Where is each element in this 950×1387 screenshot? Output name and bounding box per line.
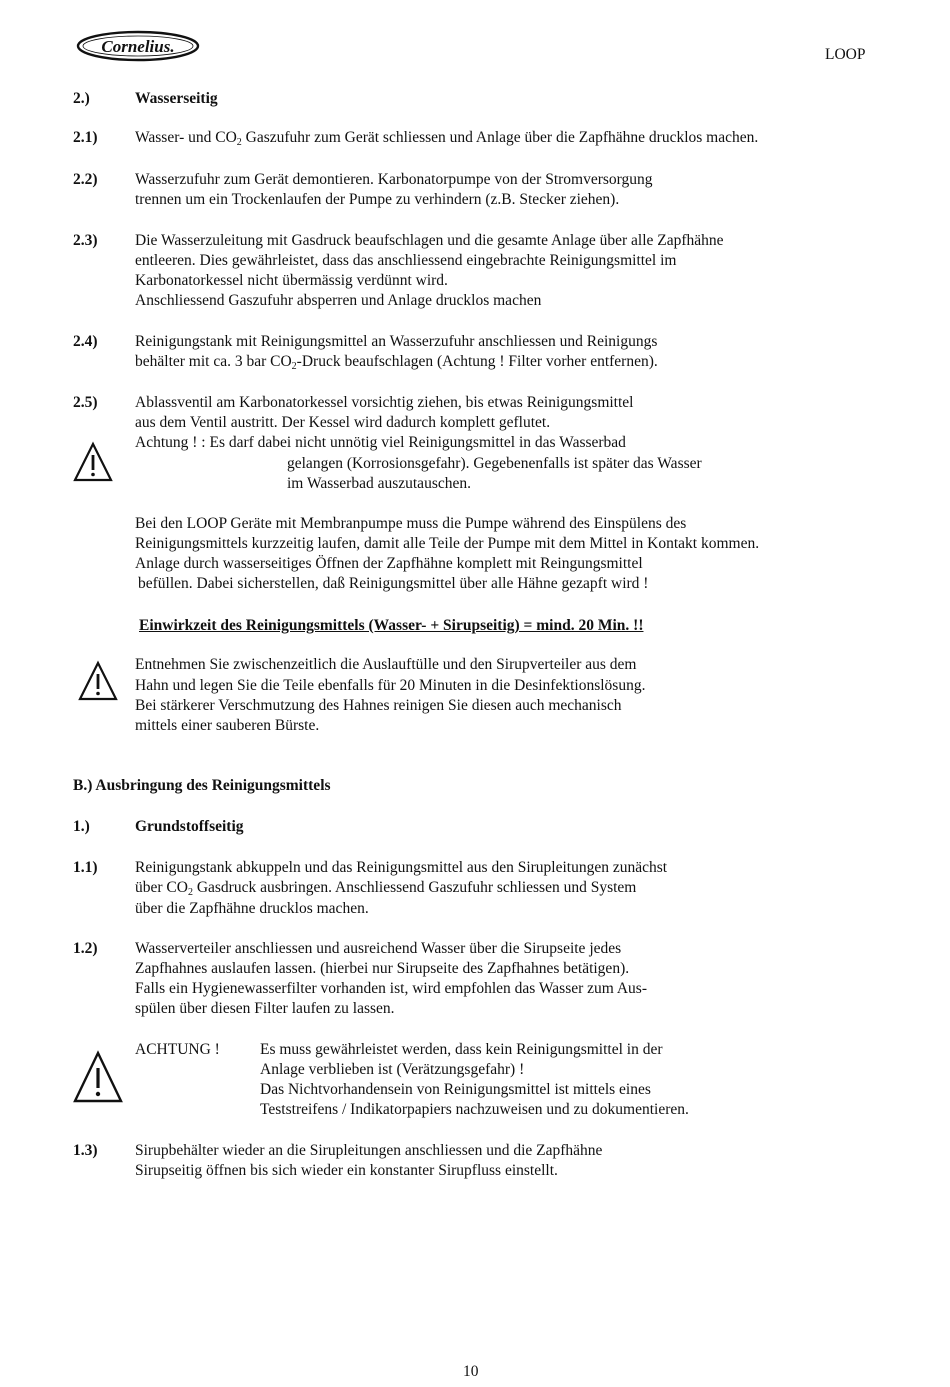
contact-time-notice: Einwirkzeit des Reinigungsmittels (Wasser- + Sirupseitig) = mind. 20 Min. !! bbox=[139, 617, 644, 634]
item-2-2-line-2: trennen um ein Trockenlaufen der Pumpe zu verhindern (z.B. Stecker ziehen). bbox=[135, 191, 620, 208]
section-1-number: 1.) bbox=[73, 818, 90, 835]
item-2-5-line-1: Ablassventil am Karbonatorkessel vorsichtig ziehen, bis etwas Reinigungsmittel bbox=[135, 394, 634, 411]
caution-line-1: Es muss gewährleistet werden, dass kein Reinigungsmittel in der bbox=[260, 1041, 663, 1058]
loop-paragraph-line-4: befüllen. Dabei sicherstellen, daß Reinigungsmittel über alle Hähne gezapft wird ! bbox=[138, 575, 649, 592]
item-2-3-line-2: entleeren. Dies gewährleistet, dass das anschliessend eingebrachte Reinigungsmittel im bbox=[135, 252, 677, 269]
item-1-2-line-3: Falls ein Hygienewasserfilter vorhanden ist, wird empfohlen das Wasser zum Aus- bbox=[135, 980, 647, 997]
item-2-4-number: 2.4) bbox=[73, 333, 98, 350]
item-1-1-line-3: über die Zapfhähne drucklos machen. bbox=[135, 900, 369, 917]
item-2-2-number: 2.2) bbox=[73, 171, 98, 188]
loop-paragraph-line-3: Anlage durch wasserseitiges Öffnen der Zapfhähne komplett mit Reingungsmittel bbox=[135, 555, 643, 572]
item-2-4-line-1: Reinigungstank mit Reinigungsmittel an Wasserzufuhr anschliessen und Reinigungs bbox=[135, 333, 658, 350]
item-1-3-line-2: Sirupseitig öffnen bis sich wieder ein konstanter Sirupfluss einstellt. bbox=[135, 1162, 558, 1179]
item-1-1-line-1: Reinigungstank abkuppeln und das Reinigungsmittel aus den Sirupleitungen zunächst bbox=[135, 859, 668, 876]
logo-wordmark: Cornelius. bbox=[101, 37, 175, 56]
item-1-3-number: 1.3) bbox=[73, 1142, 98, 1159]
loop-paragraph-line-1: Bei den LOOP Geräte mit Membranpumpe muss die Pumpe während des Einspülens des bbox=[135, 515, 687, 532]
spout-paragraph-line-3: Bei stärkerer Verschmutzung des Hahnes reinigen Sie diesen auch mechanisch bbox=[135, 697, 622, 714]
caution-line-2: Anlage verblieben ist (Verätzungsgefahr) ! bbox=[260, 1061, 525, 1078]
caution-line-3: Das Nichtvorhandensein von Reinigungsmittel ist mittels eines bbox=[260, 1081, 651, 1098]
doc-tag: LOOP bbox=[825, 46, 866, 63]
item-2-3-line-3: Karbonatorkessel nicht übermässig verdünnt wird. bbox=[135, 272, 448, 289]
item-2-3-number: 2.3) bbox=[73, 232, 98, 249]
warning-triangle-icon bbox=[72, 1050, 124, 1109]
loop-paragraph-line-2: Reinigungsmittels kurzzeitig laufen, damit alle Teile der Pumpe mit dem Mittel in Kontakt kommen. bbox=[135, 535, 760, 552]
item-1-2-line-1: Wasserverteiler anschliessen und ausreichend Wasser über die Sirupseite jedes bbox=[135, 940, 622, 957]
caution-line-4: Teststreifens / Indikatorpapiers nachzuweisen und zu dokumentieren. bbox=[260, 1101, 689, 1118]
item-1-3-line-1: Sirupbehälter wieder an die Sirupleitungen anschliessen und die Zapfhähne bbox=[135, 1142, 603, 1159]
item-2-3-line-1: Die Wasserzuleitung mit Gasdruck beaufschlagen und die gesamte Anlage über alle Zapfhähne bbox=[135, 232, 724, 249]
section-2-title: Wasserseitig bbox=[135, 90, 218, 107]
item-2-5-line-3: Achtung ! : Es darf dabei nicht unnötig viel Reinigungsmittel in das Wasserbad bbox=[135, 434, 626, 451]
caution-label: ACHTUNG ! bbox=[135, 1041, 220, 1058]
cornelius-logo bbox=[76, 28, 200, 64]
cornelius-logo-graphic bbox=[76, 28, 200, 64]
item-2-2-line-1: Wasserzufuhr zum Gerät demontieren. Karbonatorpumpe von der Stromversorgung bbox=[135, 171, 653, 188]
spout-paragraph-line-2: Hahn und legen Sie die Teile ebenfalls für 20 Minuten in die Desinfektionslösung. bbox=[135, 677, 646, 694]
item-2-5-line-5: im Wasserbad auszutauschen. bbox=[287, 475, 471, 492]
item-1-1-number: 1.1) bbox=[73, 859, 98, 876]
section-b-title: B.) Ausbringung des Reinigungsmittels bbox=[73, 777, 331, 794]
item-2-5-number: 2.5) bbox=[73, 394, 98, 411]
item-2-4-line-2: behälter mit ca. 3 bar $CO_2$-Druck beaufschlagen (Achtung ! Filter vorher entfernen). bbox=[135, 353, 658, 372]
warning-triangle-icon bbox=[72, 441, 114, 488]
section-2-number: 2.) bbox=[73, 90, 90, 107]
page-number: 10 bbox=[463, 1363, 479, 1380]
spout-paragraph-line-1: Entnehmen Sie zwischenzeitlich die Auslauftülle und den Sirupverteiler aus dem bbox=[135, 656, 637, 673]
section-1-title: Grundstoffseitig bbox=[135, 818, 244, 835]
item-2-3-line-4: Anschliessend Gaszufuhr absperren und Anlage drucklos machen bbox=[135, 292, 542, 309]
item-2-5-line-4: gelangen (Korrosionsgefahr). Gegebenenfalls ist später das Wasser bbox=[287, 455, 702, 472]
warning-triangle-icon bbox=[77, 660, 119, 707]
item-2-1-number: 2.1) bbox=[73, 129, 98, 146]
item-1-2-line-4: spülen über diesen Filter laufen zu lassen. bbox=[135, 1000, 395, 1017]
item-1-2-number: 1.2) bbox=[73, 940, 98, 957]
item-2-1-text: Wasser- und $CO_2$ Gaszufuhr zum Gerät schliessen und Anlage über die Zapfhähne drucklos machen. bbox=[135, 129, 759, 148]
item-1-2-line-2: Zapfhahnes auslaufen lassen. (hierbei nur Sirupseite des Zapfhahnes betätigen). bbox=[135, 960, 630, 977]
item-1-1-line-2: über $CO_2$ Gasdruck ausbringen. Anschliessend Gaszufuhr schliessen und System bbox=[135, 879, 637, 898]
item-2-5-line-2: aus dem Ventil austritt. Der Kessel wird dadurch komplett geflutet. bbox=[135, 414, 551, 431]
spout-paragraph-line-4: mittels einer sauberen Bürste. bbox=[135, 717, 320, 734]
